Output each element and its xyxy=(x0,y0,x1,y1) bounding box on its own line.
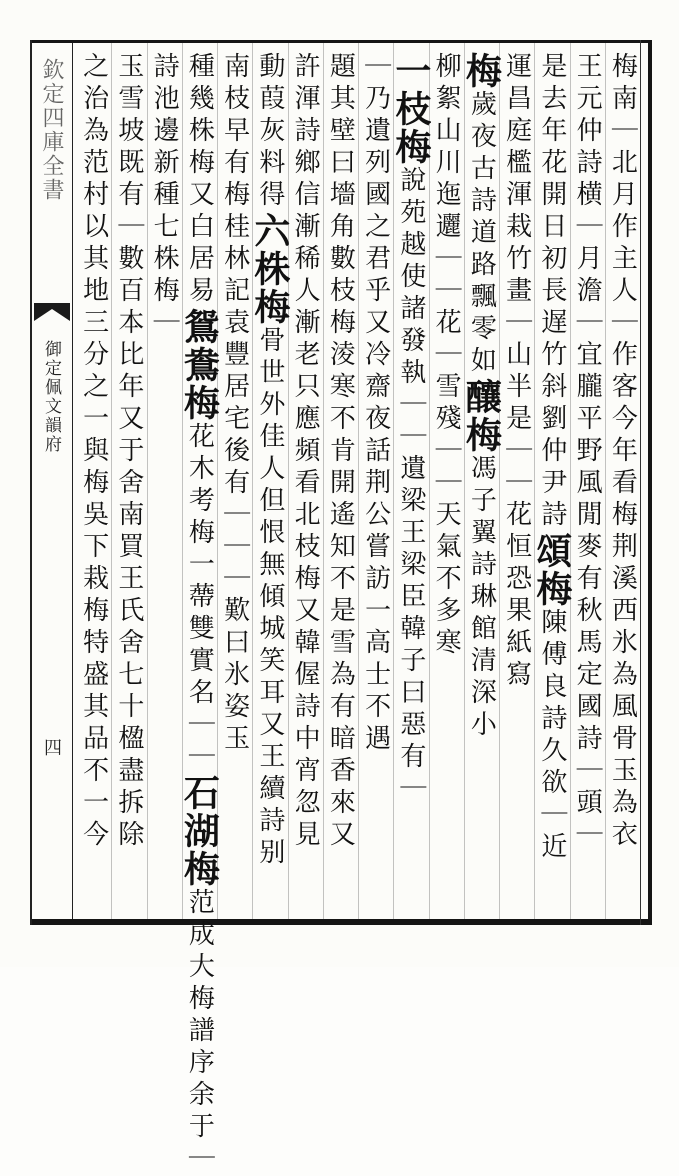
column-rule xyxy=(570,43,571,919)
column-text: 骨世外佳人但恨無傾城笑耳又王續詩别 xyxy=(254,326,285,870)
text-column xyxy=(148,52,180,912)
text-column xyxy=(571,52,603,912)
gutter-book-title: 御定佩文韻府 xyxy=(41,340,61,454)
text-column xyxy=(289,52,321,912)
column-text: ｜ xyxy=(149,308,180,340)
column-rule xyxy=(358,43,359,919)
column-text: 歲夜古詩道路飄零如 xyxy=(466,90,497,378)
column-text: 運昌庭檻渾栽竹畫｜山半是｜ xyxy=(501,52,532,468)
gutter-page-number: 四 xyxy=(41,738,62,756)
headword: 石湖梅 xyxy=(178,774,221,888)
column-text: 玉雪坡既有｜數百本比年又于舍南買王氏舍七十楹盡拆除 xyxy=(113,52,144,852)
column-text: 詩池邊新種七株梅 xyxy=(149,52,180,308)
column-text: 范成大梅譜序余于｜ xyxy=(184,888,215,1176)
text-column xyxy=(78,52,110,912)
column-text: 陳傅良詩久欲｜近 xyxy=(536,608,567,864)
column-text: 題其壁曰墻角數枝梅淩寒不肯開遙知不是雪為有暗香來又 xyxy=(325,52,356,852)
text-column xyxy=(501,52,533,912)
column-text: 花木考梅一蔕雙實名｜｜ xyxy=(184,422,215,774)
column-rule xyxy=(464,43,465,919)
column-rule xyxy=(429,43,430,919)
text-column xyxy=(219,52,251,912)
gutter-title: 欽定四庫全書 xyxy=(39,58,64,202)
column-text: 王元仲詩横｜月澹｜宜朧平野風閒麥有秋馬定國詩｜頭｜ xyxy=(572,52,603,852)
text-column xyxy=(113,52,145,912)
column-rule xyxy=(499,43,500,919)
text-column xyxy=(389,52,432,912)
column-rule xyxy=(252,43,253,919)
column-text: 動葭灰料得 xyxy=(254,52,285,212)
headword: 六株梅 xyxy=(248,212,291,326)
column-rule xyxy=(182,43,183,919)
column-text: 許渾詩鄉信漸稀人漸老只應頻看北枝梅又韓偓詩中宵忽見 xyxy=(290,52,321,852)
column-rule xyxy=(393,43,394,919)
text-column xyxy=(430,52,462,912)
column-text: 南枝早有梅 xyxy=(219,52,250,212)
column-text: 馮子翼詩琳館清深小 xyxy=(466,454,497,742)
column-text: 桂林記袁豐居宅後有｜｜｜歎曰氷姿玉 xyxy=(219,212,250,756)
frame-bottom-border xyxy=(30,919,652,925)
text-column xyxy=(606,52,638,912)
text-column xyxy=(248,52,291,912)
fishtail-icon xyxy=(34,295,70,331)
column-rule xyxy=(534,43,535,919)
frame-right-border xyxy=(648,40,652,925)
column-text: 是去年花開日初長遅竹斜劉仲尹詩 xyxy=(536,52,567,532)
column-text: ｜花恒恐果紙寫 xyxy=(501,468,532,692)
column-text: 柳絮山川迤邐｜｜花｜雪殘｜｜天氣不多寒 xyxy=(431,52,462,660)
column-rule xyxy=(323,43,324,919)
headword: 一枝梅 xyxy=(389,52,432,166)
column-rule xyxy=(111,43,112,919)
frame-top-border xyxy=(30,40,652,43)
gutter-divider xyxy=(72,43,73,919)
text-column xyxy=(360,52,392,912)
headword: 頌梅 xyxy=(530,532,573,608)
headword: 釀梅 xyxy=(460,378,503,454)
column-text: 梅南｜北月作主人｜作客今年看梅荆溪西氷為風骨玉為衣 xyxy=(607,52,638,852)
column-text: 之治為范村以其地三分之一與梅吳下栽梅特盛其品不一今 xyxy=(78,52,109,852)
text-column xyxy=(324,52,356,912)
text-column xyxy=(460,52,503,912)
column-text: ｜乃遺列國之君乎又冷齋夜話荆公嘗訪一高士不遇 xyxy=(360,52,391,756)
text-column xyxy=(530,52,573,912)
column-text: 種幾株梅又白居易 xyxy=(184,52,215,308)
headword: 鴛鴦梅 xyxy=(178,308,221,422)
frame-right-inner-border xyxy=(640,40,641,925)
column-text: 說苑越使諸發執｜｜遺梁王梁臣韓子曰惡有｜ xyxy=(395,166,426,806)
text-column xyxy=(178,52,221,1176)
headword: 梅 xyxy=(460,52,503,90)
column-rule xyxy=(147,43,148,919)
column-rule xyxy=(605,43,606,919)
column-rule xyxy=(288,43,289,919)
frame-left-border xyxy=(30,40,32,925)
